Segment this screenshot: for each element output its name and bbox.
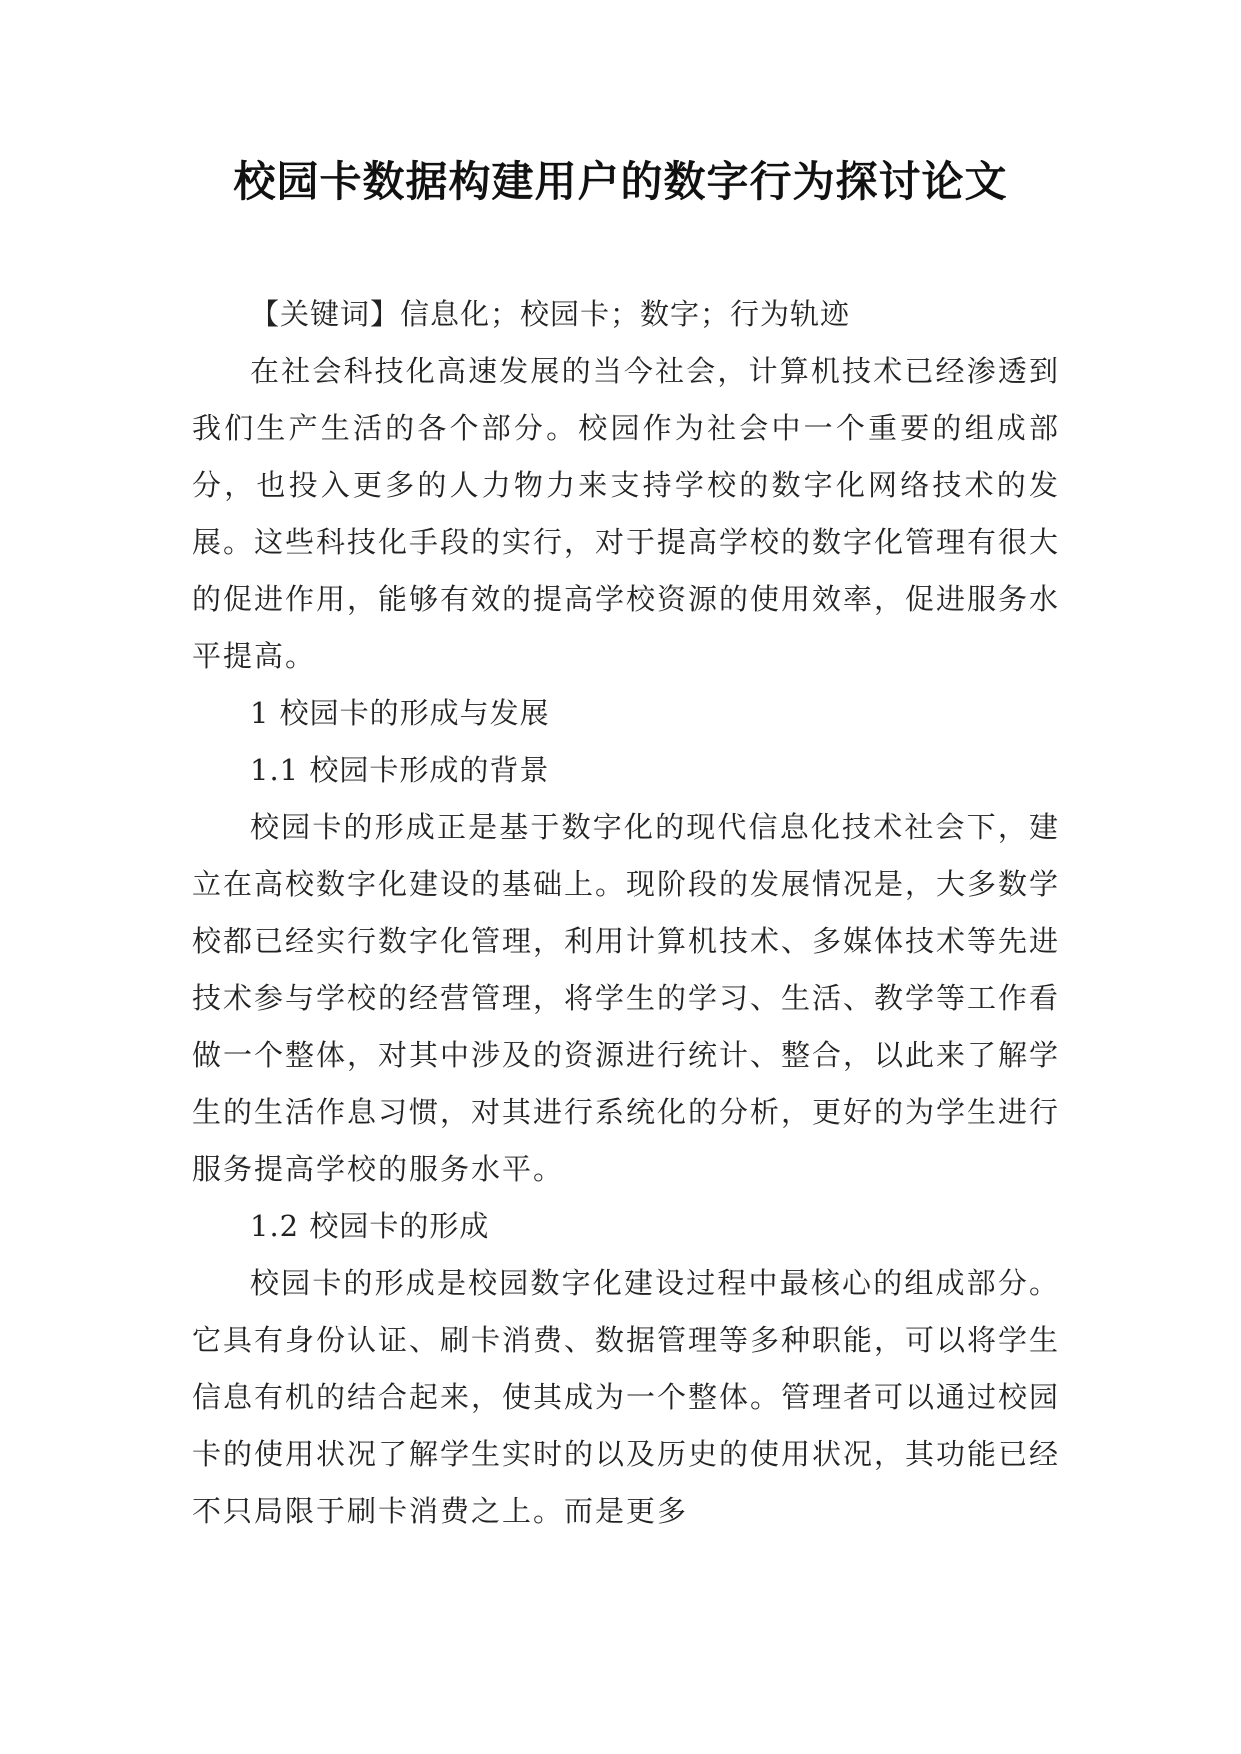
section-heading-1-2: 1.2 校园卡的形成 xyxy=(250,1209,490,1243)
document-title: 校园卡数据构建用户的数字行为探讨论文 xyxy=(233,157,1008,206)
section-heading-1: 1 校园卡的形成与发展 xyxy=(250,696,550,730)
intro-paragraph: 在社会科技化高速发展的当今社会，计算机技术已经渗透到我们生产生活的各个部分。校园作为社会中一个重要的组成部分，也投入更多的人力物力来支持学校的数字化网络技术的发展。这些科技化手段的实行，对于提高学校的数字化管理有很大的促进作用，能够有效的提高学校资源的使用效率，促进服务水平提高。 xyxy=(192,354,1061,673)
document-body xyxy=(192,286,1060,1540)
keywords-line: 【关键词】信息化；校园卡；数字；行为轨迹 xyxy=(250,297,851,331)
background-paragraph: 校园卡的形成正是基于数字化的现代信息化技术社会下，建立在高校数字化建设的基础上。现阶段的发展情况是，大多数学校都已经实行数字化管理，利用计算机技术、多媒体技术等先进技术参与学校的经营管理，将学生的学习、生活、教学等工作看做一个整体，对其中涉及的资源进行统计、整合，以此来了解学生的生活作息习惯，对其进行系统化的分析，更好的为学生进行服务提高学校的服务水平。 xyxy=(192,810,1061,1186)
formation-paragraph: 校园卡的形成是校园数字化建设过程中最核心的组成部分。它具有身份认证、刷卡消费、数据管理等多种职能，可以将学生信息有机的结合起来，使其成为一个整体。管理者可以通过校园卡的使用状况了解学生实时的以及历史的使用状况，其功能已经不只局限于刷卡消费之上。而是更多 xyxy=(192,1266,1061,1528)
section-heading-1-1: 1.1 校园卡形成的背景 xyxy=(250,753,550,787)
